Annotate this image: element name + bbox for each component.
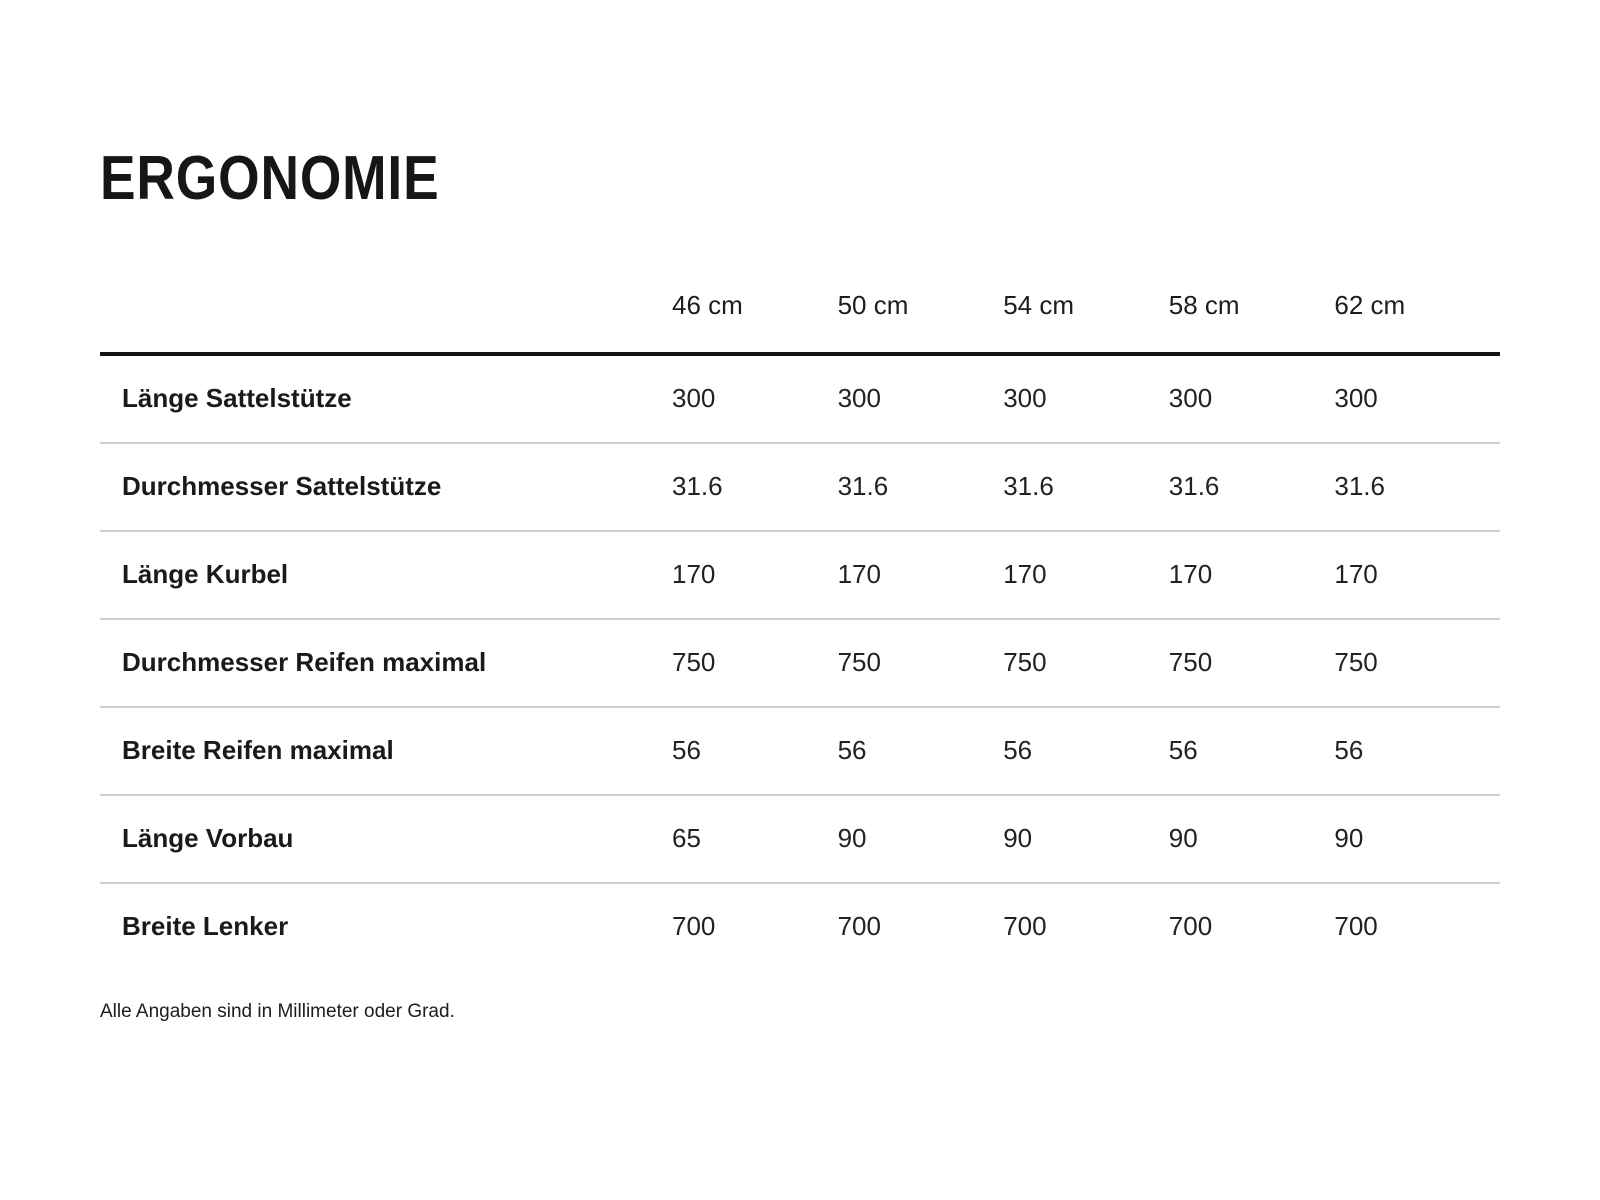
cell-value: 90 bbox=[1334, 795, 1500, 883]
row-label: Länge Vorbau bbox=[100, 795, 672, 883]
cell-value: 700 bbox=[1334, 911, 1378, 941]
cell-value: 700 bbox=[1003, 911, 1047, 941]
table-header-row bbox=[100, 290, 1500, 354]
cell-value: 300 bbox=[1003, 354, 1169, 443]
cell-value: 31.6 bbox=[838, 443, 1004, 531]
cell-value: 750 bbox=[838, 619, 1004, 707]
table-row bbox=[100, 707, 1500, 795]
row-label: Länge Sattelstütze bbox=[100, 354, 672, 443]
table-row bbox=[100, 531, 1500, 619]
header-size-58: 58 cm bbox=[1169, 290, 1335, 354]
row-label: Durchmesser Reifen maximal bbox=[100, 619, 672, 707]
cell-value: 170 bbox=[1003, 531, 1169, 619]
table-row bbox=[100, 619, 1500, 707]
ergonomics-table bbox=[100, 290, 1500, 970]
page-title: ERGONOMIE bbox=[100, 144, 440, 213]
cell-value: 750 bbox=[1003, 619, 1169, 707]
cell-value: 56 bbox=[672, 707, 838, 795]
cell-value: 31.6 bbox=[672, 443, 838, 531]
cell-value: 170 bbox=[1169, 531, 1335, 619]
cell-value: 300 bbox=[1334, 354, 1500, 443]
cell-value: 90 bbox=[1169, 795, 1335, 883]
cell-value: 700 bbox=[672, 911, 716, 941]
header-size-50: 50 cm bbox=[838, 290, 1004, 354]
cell-value: 750 bbox=[1169, 619, 1335, 707]
cell-value: 31.6 bbox=[1003, 443, 1169, 531]
header-size-54: 54 cm bbox=[1003, 290, 1169, 354]
header-corner-cell bbox=[100, 290, 672, 354]
row-label: Breite Reifen maximal bbox=[100, 707, 672, 795]
cell-value: 750 bbox=[672, 619, 838, 707]
cell-value: 90 bbox=[838, 795, 1004, 883]
cell-value: 56 bbox=[1169, 707, 1335, 795]
cell-value: 90 bbox=[1003, 795, 1169, 883]
header-size-62: 62 cm bbox=[1334, 290, 1500, 354]
cell-value: 56 bbox=[838, 707, 1004, 795]
units-footnote: Alle Angaben sind in Millimeter oder Grad. bbox=[100, 1001, 455, 1022]
cell-value: 56 bbox=[1003, 707, 1169, 795]
ergonomics-section bbox=[100, 0, 1500, 1024]
cell-value: 31.6 bbox=[1169, 443, 1335, 531]
cell-value: 300 bbox=[838, 354, 1004, 443]
cell-value: 170 bbox=[838, 531, 1004, 619]
cell-value: 300 bbox=[672, 354, 838, 443]
table-row bbox=[100, 354, 1500, 443]
cell-value: 700 bbox=[837, 911, 881, 941]
table-row bbox=[100, 883, 1500, 970]
row-label: Breite Lenker bbox=[122, 911, 289, 941]
header-size-46: 46 cm bbox=[672, 290, 838, 354]
cell-value: 700 bbox=[1168, 911, 1213, 941]
cell-value: 170 bbox=[672, 531, 838, 619]
cell-value: 65 bbox=[672, 795, 838, 883]
cell-value: 31.6 bbox=[1334, 443, 1500, 531]
table-row bbox=[100, 443, 1500, 531]
row-label: Länge Kurbel bbox=[100, 531, 672, 619]
row-label: Durchmesser Sattelstütze bbox=[100, 443, 672, 531]
cell-value: 170 bbox=[1334, 531, 1500, 619]
table-row bbox=[100, 795, 1500, 883]
cell-value: 56 bbox=[1334, 707, 1500, 795]
cell-value: 750 bbox=[1334, 619, 1500, 707]
cell-value: 300 bbox=[1169, 354, 1335, 443]
